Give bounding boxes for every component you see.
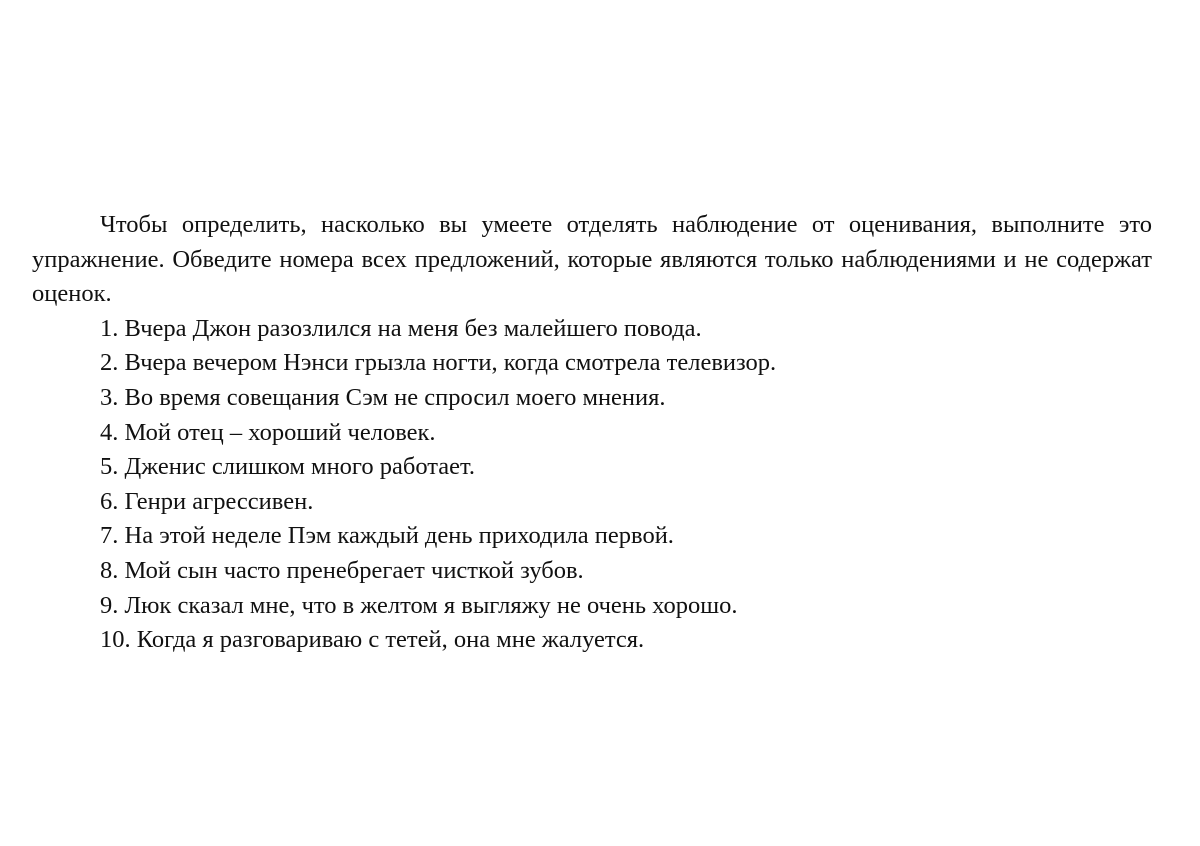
list-item: 10. Когда я разговариваю с тетей, она мне жалуется. [100, 626, 645, 654]
list-item: 4. Мой отец – хороший человек. [100, 418, 436, 446]
list-item: 5. Дженис слишком много работает. [100, 453, 476, 481]
list-item: 8. Мой сын часто пренебрегает чисткой зубов. [100, 556, 584, 584]
list-item: 1. Вчера Джон разозлился на меня без малейшего повода. [100, 314, 702, 342]
list-item: 2. Вчера вечером Нэнси грызла ногти, когда смотрела телевизор. [100, 349, 777, 377]
document-page [32, 208, 1152, 658]
list-item: 9. Люк сказал мне, что в желтом я выгляжу не очень хорошо. [100, 591, 738, 619]
exercise-list [32, 312, 1152, 658]
list-item: 6. Генри агрессивен. [100, 487, 314, 515]
list-item: 7. На этой неделе Пэм каждый день приходила первой. [100, 522, 674, 550]
list-item: 3. Во время совещания Сэм не спросил моего мнения. [100, 383, 666, 411]
intro-paragraph: Чтобы определить, насколько вы умеете отделять наблюдение от оценивания, выполните это упражнение. Обведите номера всех предложений, которые являются только наблюдениями и не содержат оценок. [32, 211, 1152, 308]
